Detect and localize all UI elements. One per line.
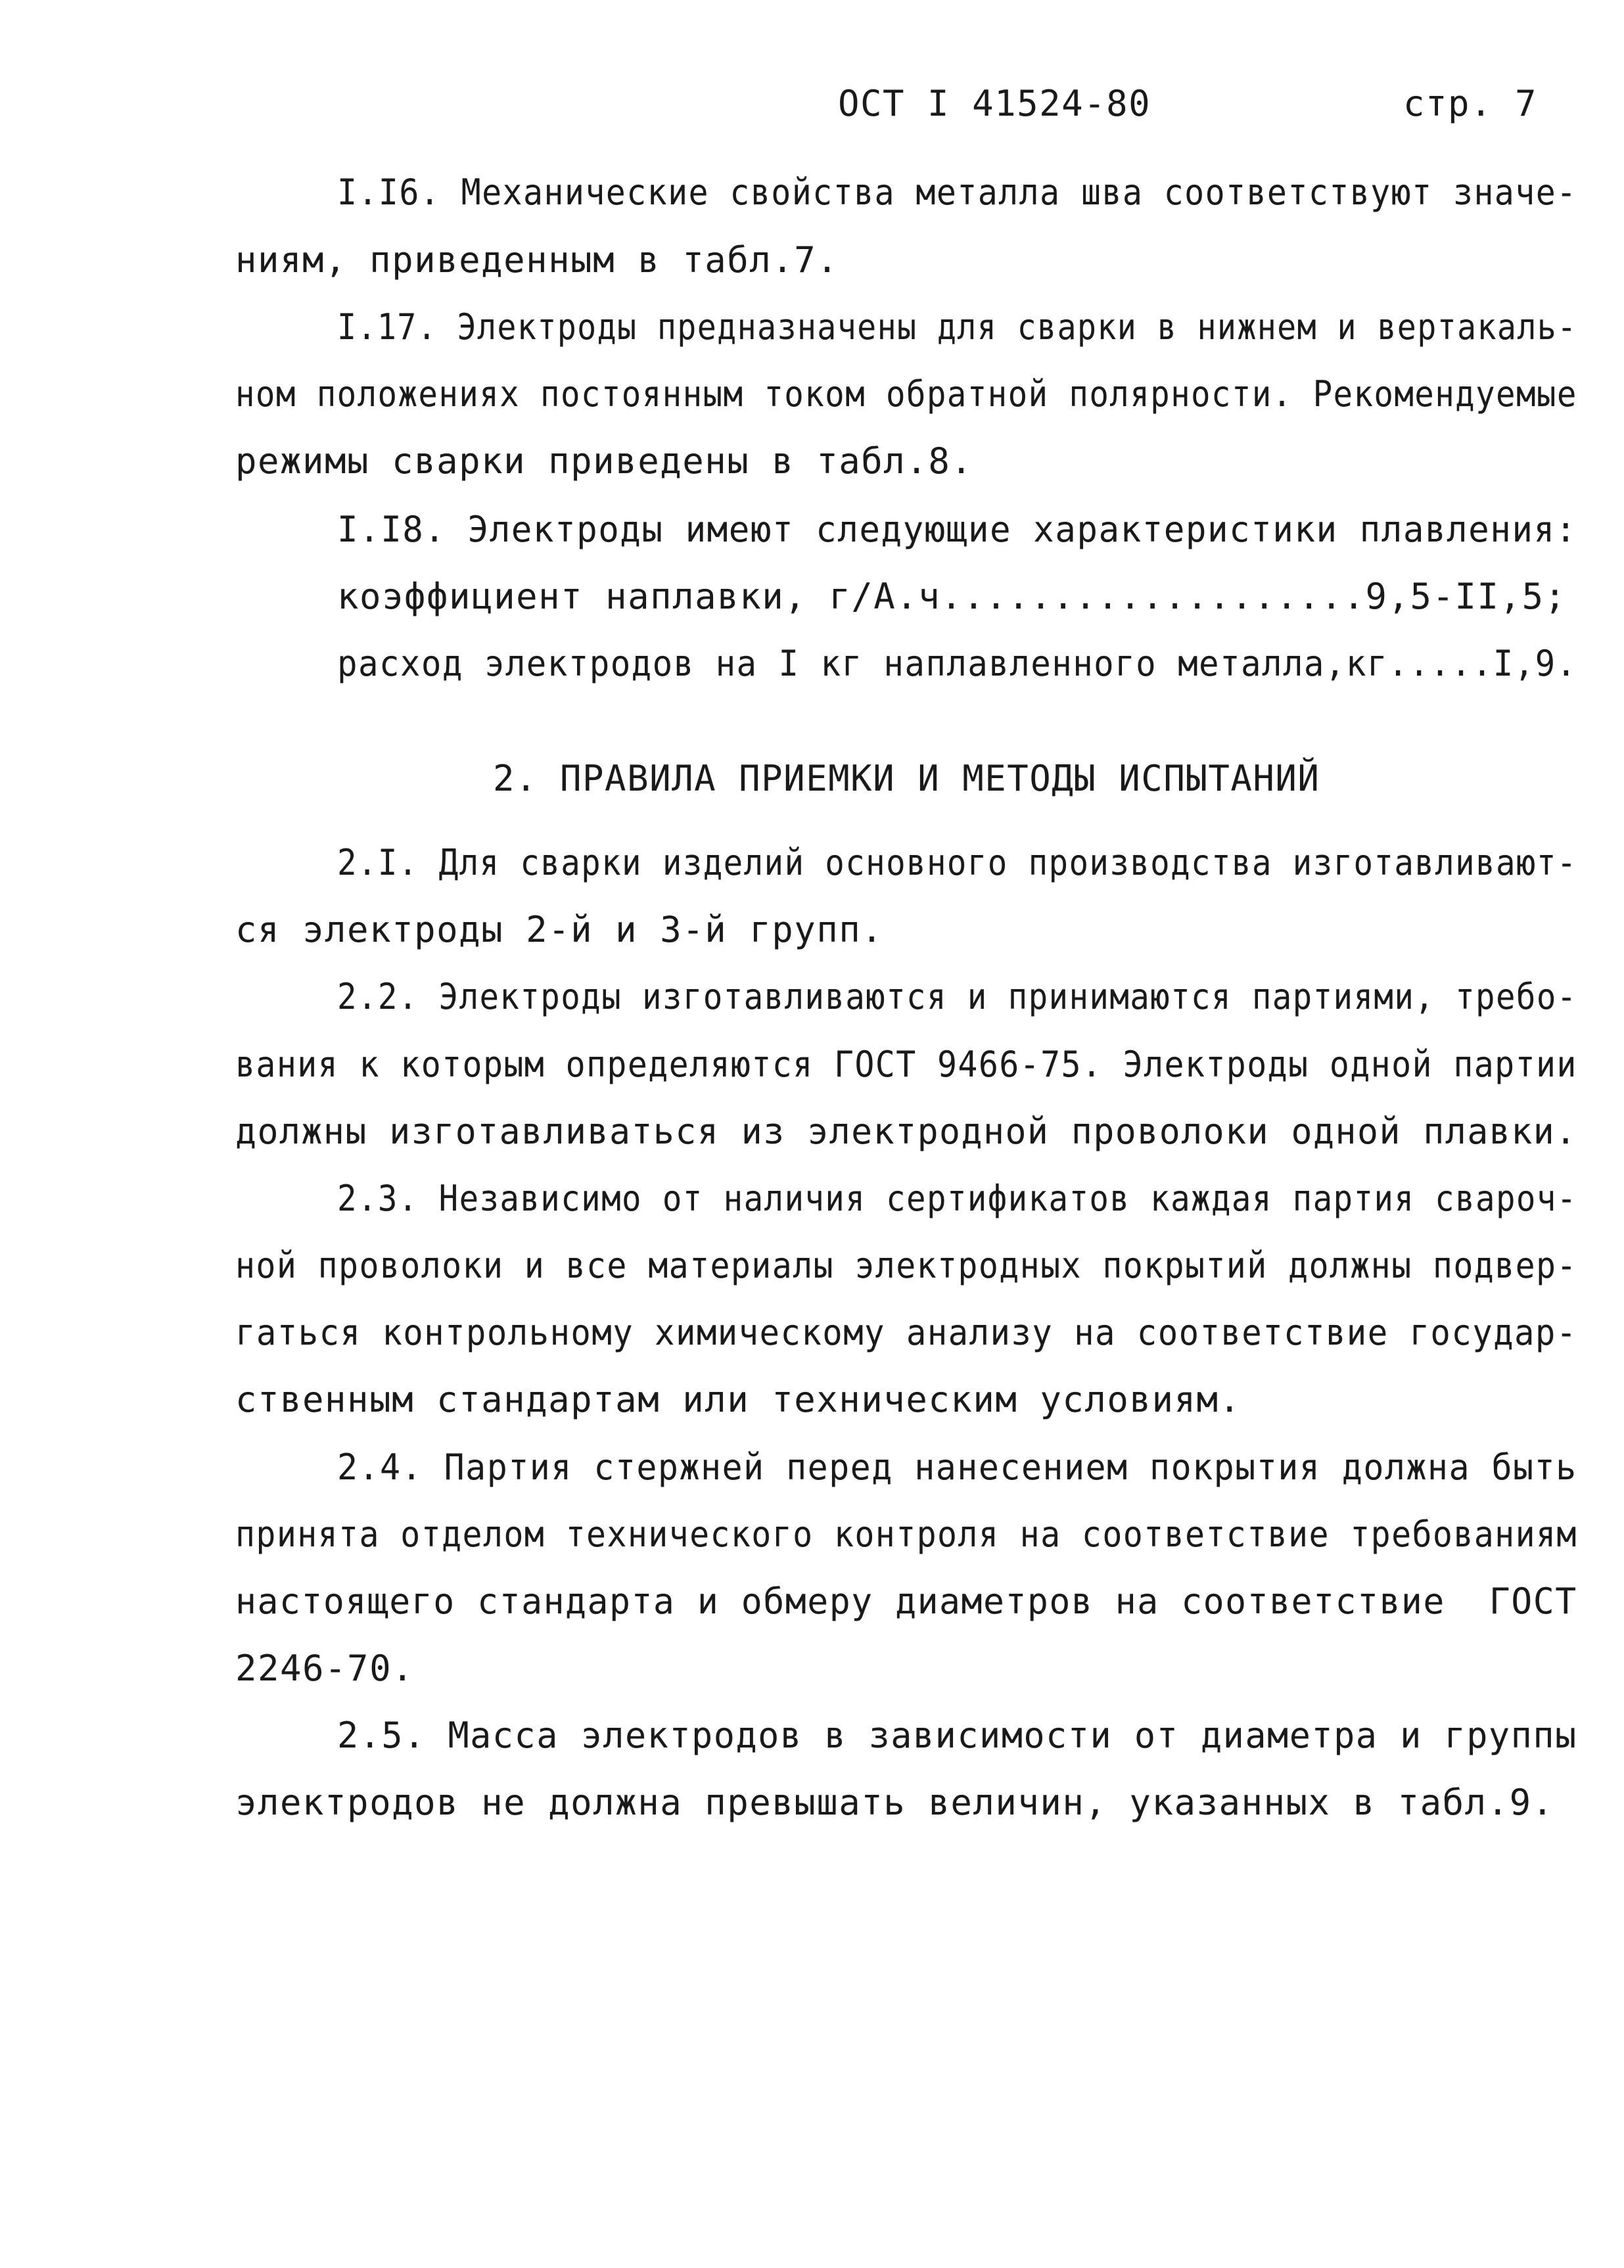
page-number: стр. 7 bbox=[1403, 83, 1538, 124]
paragraph-line: гаться контрольному химическому анализу на соответствие государ- bbox=[235, 1312, 1577, 1353]
paragraph-line: 2.4. Партия стержней перед нанесением покрытия должна быть bbox=[337, 1446, 1577, 1488]
paragraph-line: 2246-70. bbox=[235, 1648, 415, 1689]
document-code: ОСТ I 41524-80 bbox=[838, 83, 1151, 124]
paragraph-line: ниям, приведенным в табл.7. bbox=[235, 239, 839, 281]
paragraph-line: вания к которым определяются ГОСТ 9466-75. Электроды одной партии bbox=[235, 1044, 1577, 1085]
paragraph-line: принята отделом технического контроля на соответствие требованиям bbox=[235, 1514, 1577, 1555]
paragraph-line: ся электроды 2-й и 3-й групп. bbox=[235, 909, 884, 950]
paragraph-line: 2.3. Независимо от наличия сертификатов каждая партия свароч- bbox=[337, 1178, 1577, 1219]
paragraph-line: I.I6. Механические свойства металла шва соответствуют значе- bbox=[337, 172, 1577, 213]
paragraph-line: настоящего стандарта и обмеру диаметров на соответствие ГОСТ bbox=[235, 1581, 1577, 1622]
characteristic-line: коэффициент наплавки, г/А.ч...................9,5-II,5; bbox=[337, 576, 1567, 617]
paragraph-line: ном положениях постоянным током обратной полярности. Рекомендуемые bbox=[235, 373, 1577, 415]
paragraph-line: 2.2. Электроды изготавливаются и принимаются партиями, требо- bbox=[337, 976, 1577, 1017]
paragraph-line: режимы сварки приведены в табл.8. bbox=[235, 440, 973, 482]
paragraph-line: I.I8. Электроды имеют следующие характеристики плавления: bbox=[337, 509, 1577, 550]
paragraph-line: I.17. Электроды предназначены для сварки в нижнем и вертакаль- bbox=[337, 306, 1577, 348]
paragraph-line: должны изготавливаться из электродной проволоки одной плавки. bbox=[235, 1111, 1577, 1152]
paragraph-line: 2.5. Масса электродов в зависимости от диаметра и группы bbox=[337, 1715, 1577, 1756]
paragraph-line: электродов не должна превышать величин, указанных в табл.9. bbox=[235, 1782, 1554, 1823]
paragraph-line: ственным стандартам или техническим условиям. bbox=[235, 1379, 1241, 1420]
paragraph-line: 2.I. Для сварки изделий основного производства изготавливают- bbox=[337, 842, 1577, 883]
characteristic-line: расход электродов на I кг наплавленного металла,кг.....I,9. bbox=[337, 643, 1577, 684]
paragraph-line: ной проволоки и все материалы электродных покрытий должны подвер- bbox=[235, 1245, 1577, 1286]
section-heading: 2. ПРАВИЛА ПРИЕМКИ И МЕТОДЫ ИСПЫТАНИЙ bbox=[493, 758, 1320, 799]
